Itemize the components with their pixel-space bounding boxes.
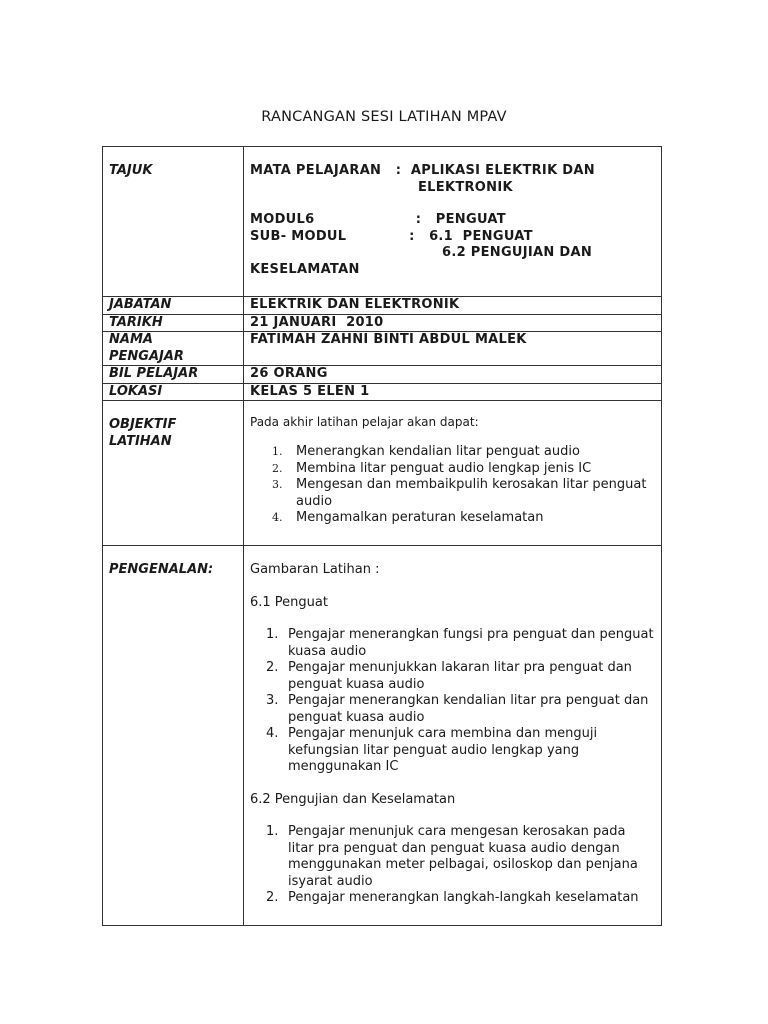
- table-row-tajuk: [103, 147, 662, 297]
- label-lokasi: LOKASI: [103, 383, 244, 401]
- section-6-2-title: 6.2 Pengujian dan Keselamatan: [250, 791, 456, 807]
- label-objektif-line1: OBJEKTIF: [109, 417, 177, 432]
- table-row-tarikh: [103, 314, 662, 332]
- label-objektif: [103, 401, 244, 546]
- list-number: 3.: [272, 478, 283, 491]
- table-row-lokasi: [103, 383, 662, 401]
- value-jabatan: ELEKTRIK DAN ELEKTRONIK: [244, 297, 662, 315]
- value-tarikh: 21 JANUARI 2010: [244, 314, 662, 332]
- section-6-1-list: [250, 627, 655, 776]
- list-item: [250, 726, 655, 776]
- table-row-pengenalan: [103, 546, 662, 926]
- list-item: [250, 510, 655, 527]
- label-bil-pelajar: BIL PELAJAR: [103, 366, 244, 384]
- list-number: 1.: [272, 445, 283, 458]
- label-tarikh: TARIKH: [103, 314, 244, 332]
- list-number: 1.: [266, 824, 279, 839]
- list-number: 2.: [266, 890, 279, 905]
- list-text: Pengajar menunjuk cara mengesan kerosakan pada litar pra penguat dan penguat kuasa audio dengan menggunakan meter pelbagai, osiloskop dan penjana isyarat audio: [288, 824, 638, 889]
- table-row-jabatan: [103, 297, 662, 315]
- objektif-content: [244, 401, 662, 546]
- list-number: 4.: [266, 726, 279, 741]
- list-number: 4.: [272, 511, 283, 524]
- label-nama-line2: PENGAJAR: [109, 348, 184, 364]
- table-row-objektif: [103, 401, 662, 546]
- label-nama-pengajar: [103, 332, 244, 366]
- label-jabatan: JABATAN: [103, 297, 244, 315]
- lesson-plan-table: [102, 146, 662, 926]
- list-text: Mengesan dan membaikpulih kerosakan litar penguat audio: [296, 477, 647, 509]
- label-pengenalan: PENGENALAN:: [103, 546, 244, 926]
- section-6-2-list: [250, 824, 655, 907]
- pengenalan-content: [244, 546, 662, 926]
- objektif-list: [250, 444, 655, 527]
- list-item: [250, 627, 655, 660]
- list-item: [250, 444, 655, 461]
- list-text: Mengamalkan peraturan keselamatan: [296, 510, 544, 525]
- label-tajuk: TAJUK: [103, 147, 244, 297]
- table-row-nama-pengajar: [103, 332, 662, 366]
- mata-pelajaran-line1: MATA PELAJARAN : APLIKASI ELEKTRIK DAN: [250, 163, 595, 178]
- value-bil-pelajar: 26 ORANG: [244, 366, 662, 384]
- list-item: [250, 461, 655, 478]
- label-nama-line1: NAMA: [109, 332, 153, 347]
- list-number: 1.: [266, 627, 279, 642]
- list-number: 2.: [272, 461, 283, 475]
- list-text: Membina litar penguat audio lengkap jenis IC: [296, 460, 592, 476]
- page-title: RANCANGAN SESI LATIHAN MPAV: [261, 109, 507, 125]
- label-objektif-line2: LATIHAN: [109, 433, 172, 449]
- value-nama-pengajar: FATIMAH ZAHNI BINTI ABDUL MALEK: [244, 332, 662, 366]
- list-item: [250, 890, 655, 907]
- list-text: Pengajar menunjukkan lakaran litar pra penguat dan penguat kuasa audio: [288, 660, 632, 692]
- list-text: Pengajar menerangkan kendalian litar pra penguat dan penguat kuasa audio: [288, 693, 649, 725]
- gambaran-latihan: Gambaran Latihan :: [250, 562, 380, 577]
- list-text: Menerangkan kendalian litar penguat audio: [296, 444, 580, 459]
- list-item: [250, 693, 655, 726]
- list-item: [250, 477, 655, 510]
- sub-modul-line2: 6.2 PENGUJIAN DAN: [442, 245, 593, 260]
- section-6-1-title: 6.1 Penguat: [250, 594, 328, 610]
- value-lokasi: KELAS 5 ELEN 1: [244, 383, 662, 401]
- modul-line: MODUL6 : PENGUAT: [250, 212, 506, 227]
- list-text: Pengajar menerangkan langkah-langkah keselamatan: [288, 890, 639, 905]
- table-row-bil-pelajar: [103, 366, 662, 384]
- objektif-intro: Pada akhir latihan pelajar akan dapat:: [250, 415, 479, 429]
- list-number: 2.: [266, 660, 279, 675]
- list-text: Pengajar menerangkan fungsi pra penguat dan penguat kuasa audio: [288, 627, 654, 659]
- sub-modul-line3: KESELAMATAN: [250, 261, 360, 277]
- list-item: [250, 824, 655, 890]
- list-text: Pengajar menunjuk cara membina dan menguji kefungsian litar penguat audio lengkap yang menggunakan IC: [288, 726, 598, 774]
- mata-pelajaran-line2: ELEKTRONIK: [418, 179, 513, 195]
- list-number: 3.: [266, 693, 279, 708]
- tajuk-content: [244, 147, 662, 297]
- list-item: [250, 660, 655, 693]
- sub-modul-line: SUB- MODUL : 6.1 PENGUAT: [250, 228, 533, 244]
